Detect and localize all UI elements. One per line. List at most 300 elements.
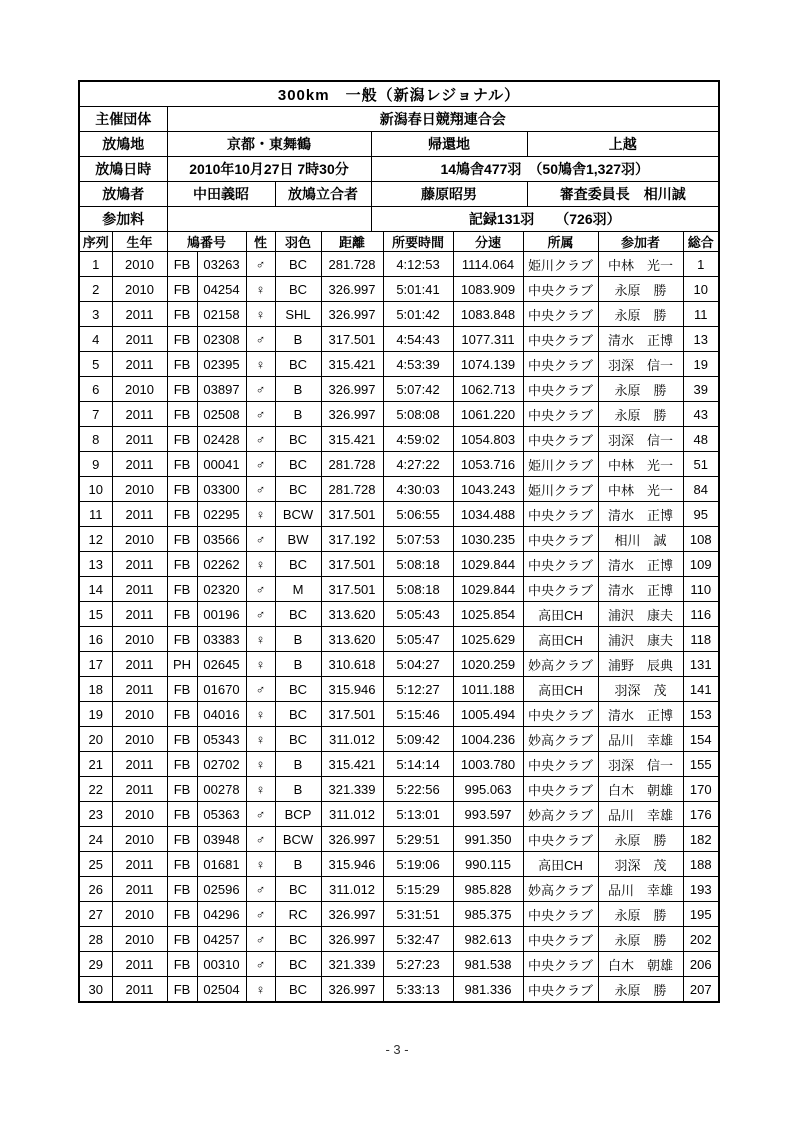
cell-band-number: 02262: [197, 552, 246, 577]
cell-speed: 1074.139: [453, 352, 523, 377]
cell-time: 5:19:06: [383, 852, 453, 877]
cell-overall: 195: [683, 902, 718, 927]
cell-club: 妙高クラブ: [523, 727, 598, 752]
cell-participant: 白木 朝雄: [598, 777, 683, 802]
cell-distance: 317.501: [321, 702, 383, 727]
cell-club: 中央クラブ: [523, 377, 598, 402]
cell-club: 中央クラブ: [523, 952, 598, 977]
col-distance: 距離: [321, 232, 383, 252]
cell-overall: 206: [683, 952, 718, 977]
cell-band-number: 02504: [197, 977, 246, 1002]
col-year: 生年: [112, 232, 167, 252]
cell-time: 5:29:51: [383, 827, 453, 852]
table-row: [80, 852, 718, 877]
cell-participant: 白木 朝雄: [598, 952, 683, 977]
cell-club: 姫川クラブ: [523, 477, 598, 502]
organizer-row: [80, 107, 718, 132]
cell-sex: ♂: [246, 527, 275, 552]
cell-rank: 4: [80, 327, 112, 352]
cell-sex: ♀: [246, 277, 275, 302]
cell-overall: 51: [683, 452, 718, 477]
cell-distance: 326.997: [321, 377, 383, 402]
cell-participant: 永原 勝: [598, 377, 683, 402]
cell-band-prefix: FB: [167, 527, 197, 552]
cell-rank: 15: [80, 602, 112, 627]
cell-feather-color: B: [275, 852, 321, 877]
cell-band-number: 03566: [197, 527, 246, 552]
cell-club: 中央クラブ: [523, 502, 598, 527]
cell-feather-color: BCW: [275, 502, 321, 527]
table-row: [80, 652, 718, 677]
cell-rank: 14: [80, 577, 112, 602]
cell-participant: 羽深 茂: [598, 852, 683, 877]
cell-rank: 24: [80, 827, 112, 852]
cell-participant: 中林 光一: [598, 477, 683, 502]
cell-band-number: 04016: [197, 702, 246, 727]
cell-rank: 6: [80, 377, 112, 402]
cell-year: 2011: [112, 752, 167, 777]
fee-label: 参加料: [80, 207, 167, 232]
table-row: [80, 527, 718, 552]
cell-year: 2011: [112, 427, 167, 452]
cell-band-number: 02158: [197, 302, 246, 327]
cell-sex: ♀: [246, 977, 275, 1002]
cell-band-prefix: FB: [167, 927, 197, 952]
table-row: [80, 727, 718, 752]
cell-club: 中央クラブ: [523, 352, 598, 377]
release-site-label: 放鳩地: [80, 132, 167, 157]
cell-rank: 18: [80, 677, 112, 702]
cell-band-number: 04257: [197, 927, 246, 952]
cell-speed: 1030.235: [453, 527, 523, 552]
cell-band-prefix: FB: [167, 752, 197, 777]
cell-speed: 1043.243: [453, 477, 523, 502]
cell-club: 中央クラブ: [523, 552, 598, 577]
cell-club: 中央クラブ: [523, 702, 598, 727]
cell-band-prefix: FB: [167, 727, 197, 752]
cell-rank: 12: [80, 527, 112, 552]
cell-distance: 326.997: [321, 977, 383, 1002]
cell-feather-color: B: [275, 377, 321, 402]
cell-sex: ♀: [246, 502, 275, 527]
cell-participant: 永原 勝: [598, 402, 683, 427]
table-row: [80, 302, 718, 327]
cell-year: 2011: [112, 602, 167, 627]
cell-band-prefix: FB: [167, 252, 197, 277]
cell-time: 4:27:22: [383, 452, 453, 477]
cell-sex: ♂: [246, 952, 275, 977]
cell-time: 4:53:39: [383, 352, 453, 377]
cell-participant: 清水 正博: [598, 502, 683, 527]
cell-participant: 清水 正博: [598, 552, 683, 577]
cell-band-number: 02428: [197, 427, 246, 452]
cell-band-prefix: FB: [167, 352, 197, 377]
cell-overall: 170: [683, 777, 718, 802]
cell-club: 妙高クラブ: [523, 877, 598, 902]
cell-feather-color: BC: [275, 927, 321, 952]
cell-band-number: 00196: [197, 602, 246, 627]
table-row: [80, 377, 718, 402]
cell-participant: 永原 勝: [598, 927, 683, 952]
cell-speed: 995.063: [453, 777, 523, 802]
cell-rank: 29: [80, 952, 112, 977]
cell-distance: 315.421: [321, 427, 383, 452]
column-header-row: [80, 232, 718, 252]
cell-sex: ♀: [246, 852, 275, 877]
title-row: [80, 82, 718, 107]
cell-rank: 21: [80, 752, 112, 777]
cell-overall: 11: [683, 302, 718, 327]
release-site-value: 京都・東舞鶴: [167, 132, 371, 157]
cell-distance: 281.728: [321, 452, 383, 477]
cell-time: 5:31:51: [383, 902, 453, 927]
cell-overall: 118: [683, 627, 718, 652]
cell-band-prefix: FB: [167, 952, 197, 977]
cell-sex: ♂: [246, 402, 275, 427]
cell-overall: 182: [683, 827, 718, 852]
cell-participant: 永原 勝: [598, 977, 683, 1002]
fee-row: [80, 207, 718, 232]
race-title: 300km 一般（新潟レジョナル）: [80, 82, 718, 107]
results-table: [80, 232, 718, 1001]
cell-band-number: 01681: [197, 852, 246, 877]
releaser-label: 放鳩者: [80, 182, 167, 207]
cell-band-prefix: FB: [167, 802, 197, 827]
fee-value: [167, 207, 371, 232]
cell-overall: 84: [683, 477, 718, 502]
cell-year: 2010: [112, 252, 167, 277]
cell-band-number: 00278: [197, 777, 246, 802]
cell-time: 5:05:43: [383, 602, 453, 627]
cell-participant: 羽深 信一: [598, 752, 683, 777]
cell-time: 5:08:08: [383, 402, 453, 427]
cell-distance: 326.997: [321, 827, 383, 852]
col-club: 所属: [523, 232, 598, 252]
cell-time: 5:13:01: [383, 802, 453, 827]
organizer-value: 新潟春日競翔連合会: [167, 107, 718, 132]
cell-band-number: 02645: [197, 652, 246, 677]
cell-band-prefix: FB: [167, 477, 197, 502]
cell-overall: 153: [683, 702, 718, 727]
cell-club: 高田CH: [523, 627, 598, 652]
cell-sex: ♂: [246, 677, 275, 702]
table-row: [80, 577, 718, 602]
cell-participant: 永原 勝: [598, 302, 683, 327]
cell-distance: 317.192: [321, 527, 383, 552]
cell-band-number: 05343: [197, 727, 246, 752]
cell-rank: 7: [80, 402, 112, 427]
cell-feather-color: B: [275, 752, 321, 777]
cell-rank: 27: [80, 902, 112, 927]
cell-year: 2011: [112, 877, 167, 902]
table-row: [80, 827, 718, 852]
cell-speed: 1062.713: [453, 377, 523, 402]
cell-distance: 321.339: [321, 777, 383, 802]
cell-speed: 985.828: [453, 877, 523, 902]
cell-feather-color: BC: [275, 452, 321, 477]
cell-time: 5:33:13: [383, 977, 453, 1002]
col-speed: 分速: [453, 232, 523, 252]
table-row: [80, 952, 718, 977]
cell-rank: 17: [80, 652, 112, 677]
cell-feather-color: B: [275, 652, 321, 677]
cell-overall: 13: [683, 327, 718, 352]
cell-band-number: 02702: [197, 752, 246, 777]
cell-sex: ♀: [246, 552, 275, 577]
cell-club: 中央クラブ: [523, 902, 598, 927]
cell-participant: 相川 誠: [598, 527, 683, 552]
cell-participant: 羽深 信一: [598, 427, 683, 452]
cell-overall: 202: [683, 927, 718, 952]
cell-rank: 5: [80, 352, 112, 377]
cell-band-prefix: FB: [167, 852, 197, 877]
cell-feather-color: BC: [275, 702, 321, 727]
cell-year: 2010: [112, 727, 167, 752]
cell-distance: 281.728: [321, 252, 383, 277]
cell-distance: 311.012: [321, 727, 383, 752]
cell-feather-color: BC: [275, 252, 321, 277]
cell-feather-color: BCW: [275, 827, 321, 852]
cell-sex: ♂: [246, 827, 275, 852]
cell-participant: 清水 正博: [598, 702, 683, 727]
cell-sex: ♀: [246, 302, 275, 327]
cell-distance: 315.946: [321, 677, 383, 702]
cell-band-prefix: FB: [167, 627, 197, 652]
cell-band-prefix: FB: [167, 877, 197, 902]
table-row: [80, 802, 718, 827]
cell-participant: 永原 勝: [598, 902, 683, 927]
cell-band-prefix: FB: [167, 902, 197, 927]
cell-distance: 317.501: [321, 502, 383, 527]
cell-distance: 326.997: [321, 902, 383, 927]
cell-sex: ♂: [246, 452, 275, 477]
cell-year: 2011: [112, 452, 167, 477]
witness-value: 藤原昭男: [371, 182, 527, 207]
cell-speed: 1004.236: [453, 727, 523, 752]
cell-distance: 281.728: [321, 477, 383, 502]
cell-time: 4:54:43: [383, 327, 453, 352]
cell-time: 5:01:41: [383, 277, 453, 302]
cell-speed: 993.597: [453, 802, 523, 827]
cell-overall: 141: [683, 677, 718, 702]
table-row: [80, 452, 718, 477]
table-row: [80, 277, 718, 302]
cell-band-number: 03300: [197, 477, 246, 502]
cell-speed: 982.613: [453, 927, 523, 952]
cell-sex: ♂: [246, 427, 275, 452]
cell-overall: 176: [683, 802, 718, 827]
race-info-table: [80, 82, 718, 232]
cell-club: 高田CH: [523, 677, 598, 702]
cell-speed: 1025.854: [453, 602, 523, 627]
cell-feather-color: SHL: [275, 302, 321, 327]
cell-distance: 315.946: [321, 852, 383, 877]
cell-speed: 1083.909: [453, 277, 523, 302]
cell-overall: 188: [683, 852, 718, 877]
cell-sex: ♂: [246, 377, 275, 402]
cell-band-prefix: FB: [167, 427, 197, 452]
table-row: [80, 327, 718, 352]
cell-sex: ♀: [246, 352, 275, 377]
cell-band-prefix: FB: [167, 377, 197, 402]
cell-speed: 1083.848: [453, 302, 523, 327]
cell-sex: ♀: [246, 727, 275, 752]
cell-speed: 1005.494: [453, 702, 523, 727]
cell-year: 2011: [112, 352, 167, 377]
cell-distance: 311.012: [321, 877, 383, 902]
cell-band-number: 04296: [197, 902, 246, 927]
cell-club: 姫川クラブ: [523, 252, 598, 277]
cell-time: 5:07:42: [383, 377, 453, 402]
entry-summary: 14鳩舎477羽 （50鳩舎1,327羽）: [371, 157, 718, 182]
cell-sex: ♂: [246, 577, 275, 602]
cell-club: 中央クラブ: [523, 327, 598, 352]
cell-feather-color: BC: [275, 727, 321, 752]
cell-time: 5:01:42: [383, 302, 453, 327]
cell-band-number: 04254: [197, 277, 246, 302]
table-row: [80, 702, 718, 727]
cell-overall: 207: [683, 977, 718, 1002]
cell-rank: 19: [80, 702, 112, 727]
cell-participant: 永原 勝: [598, 277, 683, 302]
cell-sex: ♂: [246, 327, 275, 352]
cell-band-number: 03383: [197, 627, 246, 652]
cell-sex: ♂: [246, 252, 275, 277]
cell-year: 2011: [112, 852, 167, 877]
cell-speed: 1029.844: [453, 577, 523, 602]
cell-year: 2010: [112, 377, 167, 402]
cell-feather-color: BC: [275, 602, 321, 627]
cell-rank: 16: [80, 627, 112, 652]
cell-band-number: 03897: [197, 377, 246, 402]
cell-distance: 321.339: [321, 952, 383, 977]
cell-band-number: 00310: [197, 952, 246, 977]
col-sex: 性: [246, 232, 275, 252]
cell-overall: 95: [683, 502, 718, 527]
cell-distance: 326.997: [321, 277, 383, 302]
cell-band-prefix: FB: [167, 452, 197, 477]
cell-overall: 43: [683, 402, 718, 427]
return-site-label: 帰還地: [371, 132, 527, 157]
cell-rank: 10: [80, 477, 112, 502]
cell-overall: 154: [683, 727, 718, 752]
cell-sex: ♀: [246, 752, 275, 777]
cell-feather-color: B: [275, 327, 321, 352]
cell-club: 中央クラブ: [523, 752, 598, 777]
releaser-row: [80, 182, 718, 207]
cell-time: 4:30:03: [383, 477, 453, 502]
cell-feather-color: BW: [275, 527, 321, 552]
cell-speed: 1053.716: [453, 452, 523, 477]
cell-feather-color: BC: [275, 677, 321, 702]
cell-band-prefix: FB: [167, 827, 197, 852]
cell-time: 5:09:42: [383, 727, 453, 752]
cell-feather-color: BC: [275, 277, 321, 302]
record-summary: 記録131羽 （726羽）: [371, 207, 718, 232]
cell-band-prefix: FB: [167, 502, 197, 527]
cell-band-number: 02395: [197, 352, 246, 377]
cell-year: 2011: [112, 552, 167, 577]
cell-band-prefix: FB: [167, 552, 197, 577]
cell-club: 中央クラブ: [523, 927, 598, 952]
cell-club: 中央クラブ: [523, 527, 598, 552]
col-time: 所要時間: [383, 232, 453, 252]
table-row: [80, 977, 718, 1002]
table-row: [80, 677, 718, 702]
cell-speed: 985.375: [453, 902, 523, 927]
cell-band-number: 05363: [197, 802, 246, 827]
cell-time: 5:27:23: [383, 952, 453, 977]
cell-year: 2011: [112, 652, 167, 677]
cell-sex: ♂: [246, 477, 275, 502]
cell-year: 2011: [112, 327, 167, 352]
cell-distance: 317.501: [321, 577, 383, 602]
cell-rank: 8: [80, 427, 112, 452]
table-row: [80, 427, 718, 452]
cell-participant: 清水 正博: [598, 327, 683, 352]
witness-label: 放鳩立合者: [275, 182, 371, 207]
cell-rank: 28: [80, 927, 112, 952]
cell-club: 中央クラブ: [523, 277, 598, 302]
cell-distance: 313.620: [321, 602, 383, 627]
cell-sex: ♀: [246, 652, 275, 677]
cell-speed: 1034.488: [453, 502, 523, 527]
cell-band-prefix: FB: [167, 402, 197, 427]
cell-sex: ♀: [246, 627, 275, 652]
cell-club: 妙高クラブ: [523, 652, 598, 677]
cell-feather-color: BC: [275, 352, 321, 377]
site-row: [80, 132, 718, 157]
cell-year: 2010: [112, 827, 167, 852]
cell-year: 2010: [112, 527, 167, 552]
table-row: [80, 552, 718, 577]
cell-speed: 990.115: [453, 852, 523, 877]
cell-year: 2011: [112, 952, 167, 977]
cell-year: 2010: [112, 277, 167, 302]
cell-year: 2010: [112, 627, 167, 652]
cell-participant: 浦野 辰典: [598, 652, 683, 677]
cell-band-prefix: FB: [167, 577, 197, 602]
cell-band-prefix: FB: [167, 327, 197, 352]
cell-band-number: 02596: [197, 877, 246, 902]
cell-sex: ♀: [246, 702, 275, 727]
col-feather-color: 羽色: [275, 232, 321, 252]
cell-sex: ♂: [246, 927, 275, 952]
cell-club: 中央クラブ: [523, 402, 598, 427]
page-number: - 3 -: [385, 1042, 409, 1057]
organizer-label: 主催団体: [80, 107, 167, 132]
cell-time: 5:14:14: [383, 752, 453, 777]
cell-band-prefix: PH: [167, 652, 197, 677]
cell-sex: ♂: [246, 902, 275, 927]
cell-distance: 311.012: [321, 802, 383, 827]
race-results-sheet: [78, 80, 720, 1003]
cell-participant: 中林 光一: [598, 452, 683, 477]
cell-rank: 1: [80, 252, 112, 277]
cell-time: 5:22:56: [383, 777, 453, 802]
cell-feather-color: BC: [275, 877, 321, 902]
cell-time: 5:08:18: [383, 552, 453, 577]
cell-band-prefix: FB: [167, 977, 197, 1002]
cell-participant: 永原 勝: [598, 827, 683, 852]
cell-feather-color: BC: [275, 977, 321, 1002]
cell-overall: 109: [683, 552, 718, 577]
cell-band-number: 01670: [197, 677, 246, 702]
cell-club: 妙高クラブ: [523, 802, 598, 827]
cell-participant: 羽深 信一: [598, 352, 683, 377]
table-row: [80, 927, 718, 952]
cell-speed: 1011.188: [453, 677, 523, 702]
